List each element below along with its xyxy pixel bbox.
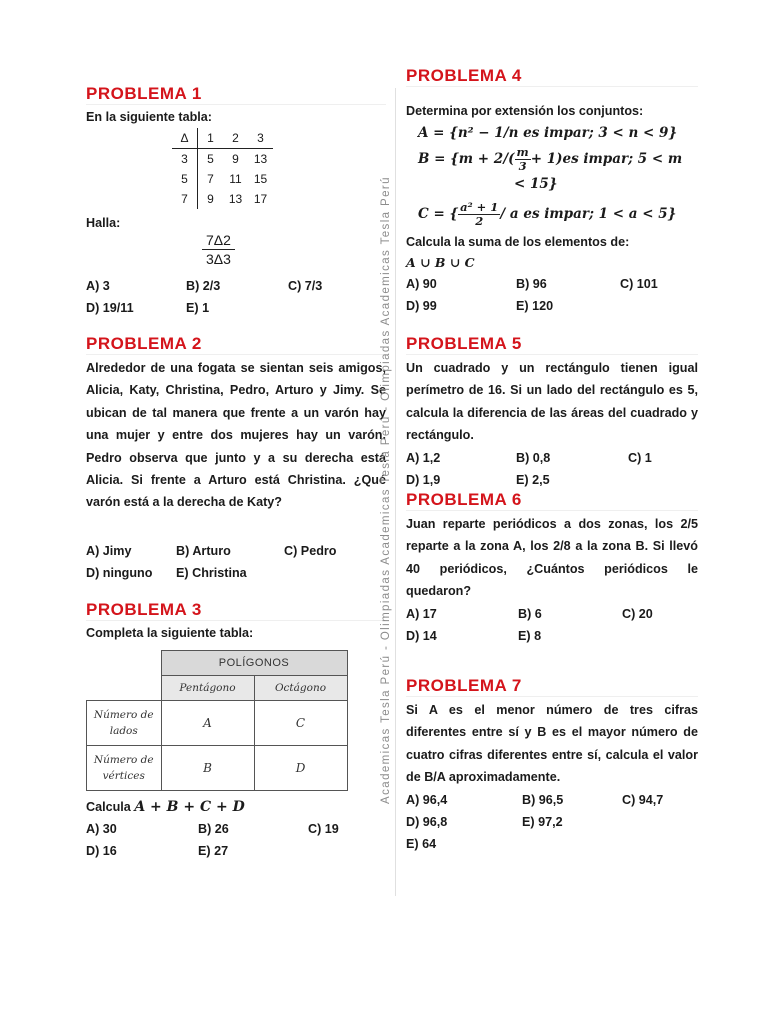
problem-4-intro: Determina por extensión los conjuntos: [406,104,644,118]
problem-6-text: Juan reparte periódicos a dos zonas, los 2/5 reparte a la zona A, los 2/8 a la zona B. Si llevó 40 periódicos, ¿Cuántos periódicos le quedaron? [406,517,698,599]
problem-3-expression: A + B + C + D [134,799,245,815]
problem-4 [406,66,698,317]
table-cell: A [161,701,254,746]
problem-5-text: Un cuadrado y un rectángulo tienen igual perímetro de 16. Si un lado del rectángulo es 5, calcula la diferencia de las áreas del cuadrado y rectángulo. [406,361,698,443]
problem-4-title: PROBLEMA 4 [406,66,698,87]
set-b-continued: < 15} [514,176,558,192]
set-c: C = { $\frac{\text{a² + 1}}{2}$ / a es impar; 1 < a < 5} [418,200,677,228]
option-c: C) 20 [622,606,653,621]
option-d: D) ninguno [86,565,153,580]
fraction-numerator: 7Δ2 [202,232,235,250]
option-d: D) 1,9 [406,472,441,487]
table-cell: 5 [207,152,214,166]
table-cell: 15 [253,172,268,186]
option-a: A) 3 [86,279,110,293]
table-header-cell: 3 [248,128,273,149]
option-b: B) Arturo [176,543,231,558]
problem-1-halla: Halla: [86,216,121,230]
option-c: C) 101 [620,277,658,291]
problem-3-calc: Calcula A + B + C + D [86,799,245,815]
option-d: D) 96,8 [406,814,448,829]
option-c: C) 1 [628,450,652,465]
problem-4-options-row-1 [406,273,698,295]
problem-3 [86,600,386,862]
polygon-table-header: POLÍGONOS [161,651,347,676]
table-row-header: 3 [172,149,198,170]
problem-6-options-row-2 [406,625,698,647]
problem-1-fraction [202,232,235,267]
option-a: A) 96,4 [406,792,448,807]
problem-1-intro: En la siguiente tabla: [86,110,212,124]
table-cell: 9 [207,192,214,206]
problem-5-options-row-2 [406,469,698,491]
polygon-table [86,650,348,791]
option-b: B) 26 [198,822,229,836]
problem-1-options-row-2 [86,297,386,319]
option-e: E) 120 [516,299,554,313]
problem-5 [406,334,698,491]
problem-3-options-row-2 [86,840,386,862]
problem-4-calc: Calcula la suma de los elementos de: [406,235,630,249]
table-header-cell: 1 [198,128,224,149]
problem-2-title: PROBLEMA 2 [86,334,386,355]
row-label-vertices: Número de vértices [87,746,162,791]
option-e-extra: E) 64 [406,836,437,851]
watermark-text: Academicas Tesla Perú - Olimpiadas Academicas Tesla Perú - Olimpiadas Academicas Tesla Perú [380,176,392,804]
option-d: D) 16 [86,844,117,858]
problem-7-options-row-1 [406,789,698,811]
table-cell: 11 [229,172,242,186]
table-cell: D [254,746,347,791]
problem-4-options-row-2 [406,295,698,317]
problem-2-text: Alrededor de una fogata se sientan seis amigos, Alicia, Katy, Christina, Pedro, Arturo y Jimy. Se ubican de tal manera que frente a un varón hay una mujer y entre dos mujeres hay un varón. Pedro observa que junto y a su derecha está Alicia. Si frente a Arturo está Christina. ¿Qué varón está a la derecha de Katy? [86,361,386,510]
table-cell: 13 [228,192,243,206]
problem-1-options-row-1 [86,275,386,297]
option-e: E) 1 [186,301,210,315]
option-a: A) 90 [406,277,437,291]
option-b: B) 6 [518,606,542,621]
option-d: D) 99 [406,299,437,313]
option-a: A) 30 [86,822,117,836]
option-e: E) 8 [518,628,542,643]
table-cell: 7 [207,172,214,186]
problem-7-text: Si A es el menor número de tres cifras diferentes entre sí y B es el mayor número de cuatro cifras diferentes entre sí, calcula el valor de B/A aproximadamente. [406,703,698,785]
option-c: C) 19 [308,822,339,836]
problem-2-options-row-1 [86,540,386,562]
table-cell: 17 [253,192,268,206]
problem-7-title: PROBLEMA 7 [406,676,698,697]
column-octagono: Octágono [254,676,347,701]
set-a: A = {n² − 1/n es impar; 3 < n < 9} [418,125,678,141]
watermark-divider [382,88,396,896]
problem-7-options-row-2 [406,811,698,833]
option-b: B) 96 [516,277,547,291]
option-c: C) Pedro [284,543,337,558]
problem-1 [86,84,386,319]
option-e: E) Christina [176,565,247,580]
problem-2-options-row-2 [86,562,386,584]
table-header-cell: 2 [223,128,248,149]
problem-7-options-row-3 [406,833,698,855]
table-cell: 13 [253,152,268,166]
table-cell: 9 [232,152,239,166]
problem-6-options-row-1 [406,603,698,625]
table-header-cell: Δ [172,128,198,149]
option-a: A) 1,2 [406,450,441,465]
problem-7 [406,676,698,855]
problem-3-options-row-1 [86,818,386,840]
option-a: A) 17 [406,606,437,621]
problem-5-title: PROBLEMA 5 [406,334,698,355]
worksheet-page [80,66,702,896]
table-row-header: 7 [172,189,198,209]
option-c: C) 7/3 [288,279,323,293]
option-b: B) 0,8 [516,450,551,465]
option-e: E) 97,2 [522,814,563,829]
problem-3-intro: Completa la siguiente tabla: [86,626,254,640]
fraction-denominator: 3Δ3 [206,251,231,267]
problem-2 [86,334,386,584]
set-b: B = {m + 2/( $\frac{m}{3}$ + 1)es impar; 5 < m [418,145,683,173]
operation-table [172,128,273,209]
option-d: D) 19/11 [86,301,134,315]
option-b: B) 2/3 [186,279,221,293]
problem-6-title: PROBLEMA 6 [406,490,698,511]
option-d: D) 14 [406,628,437,643]
table-cell: B [161,746,254,791]
option-e: E) 2,5 [516,472,550,487]
problem-1-title: PROBLEMA 1 [86,84,386,105]
option-e: E) 27 [198,844,229,858]
option-b: B) 96,5 [522,792,564,807]
problem-4-union: A ∪ B ∪ C [406,255,475,270]
table-row-header: 5 [172,169,198,189]
problem-3-title: PROBLEMA 3 [86,600,386,621]
row-label-lados: Número de lados [87,701,162,746]
problem-5-options-row-1 [406,447,698,469]
problem-6 [406,490,698,647]
option-c: C) 94,7 [622,792,664,807]
table-cell: C [254,701,347,746]
option-a: A) Jimy [86,543,132,558]
column-pentagono: Pentágono [161,676,254,701]
